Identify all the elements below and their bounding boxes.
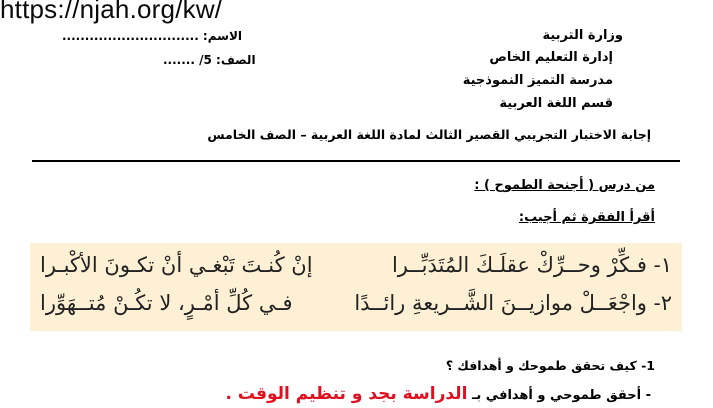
question-1: 1- كيف تحقق طموحك و أهدافك ؟ (445, 358, 655, 373)
poem-verse-1 (40, 253, 672, 277)
answer-1-highlight: الدراسة بجد و تنظيم الوقت . (225, 384, 468, 404)
verse-1-first-hemistich: ١- فـكِّرْ وحــرِّكْ عقلَـكَ المُتَدَبِّــرا (391, 253, 672, 277)
student-name-field: الاسم: .............................. (62, 29, 242, 43)
verse-2-second-hemistich: فـي كُلِّ أمْـرٍ، لا تكُـنْ مُتــهَوِّرا (40, 291, 293, 315)
verse-1-second-hemistich: إنْ كُنـتَ تَبْغـي أنْ تكـونَ الأكْبـرا (40, 253, 313, 277)
exam-title: إجابة الاختبار التجريبي القصير الثالث لمادة اللغة العربية – الصف الخامس (207, 127, 651, 142)
department-name: إدارة التعليم الخاص (489, 50, 613, 65)
lesson-source: من درس ( أجنحة الطموح ) : (474, 178, 655, 193)
section-name: قسم اللغة العربية (499, 96, 613, 111)
poem-box (30, 243, 682, 331)
watermark-url[interactable]: https://njah.org/kw/ (0, 0, 223, 24)
school-name: مدرسة التميز النموذجية (462, 73, 613, 88)
reading-instruction: أقرأ الفقرة ثم أجيب: (518, 210, 655, 225)
answer-1-prefix: - أحقق طموحي و أهدافي بـ (471, 388, 651, 403)
header-divider (32, 160, 680, 162)
verse-2-first-hemistich: ٢- واجْعَــلْ موازيــنَ الشَّــريعةِ رائــدًا (354, 291, 672, 315)
student-grade-field: الصف: 5/ ....... (163, 53, 256, 67)
answer-1 (226, 384, 652, 404)
ministry-name: وزارة التربية (542, 28, 623, 43)
poem-verse-2 (40, 291, 672, 315)
